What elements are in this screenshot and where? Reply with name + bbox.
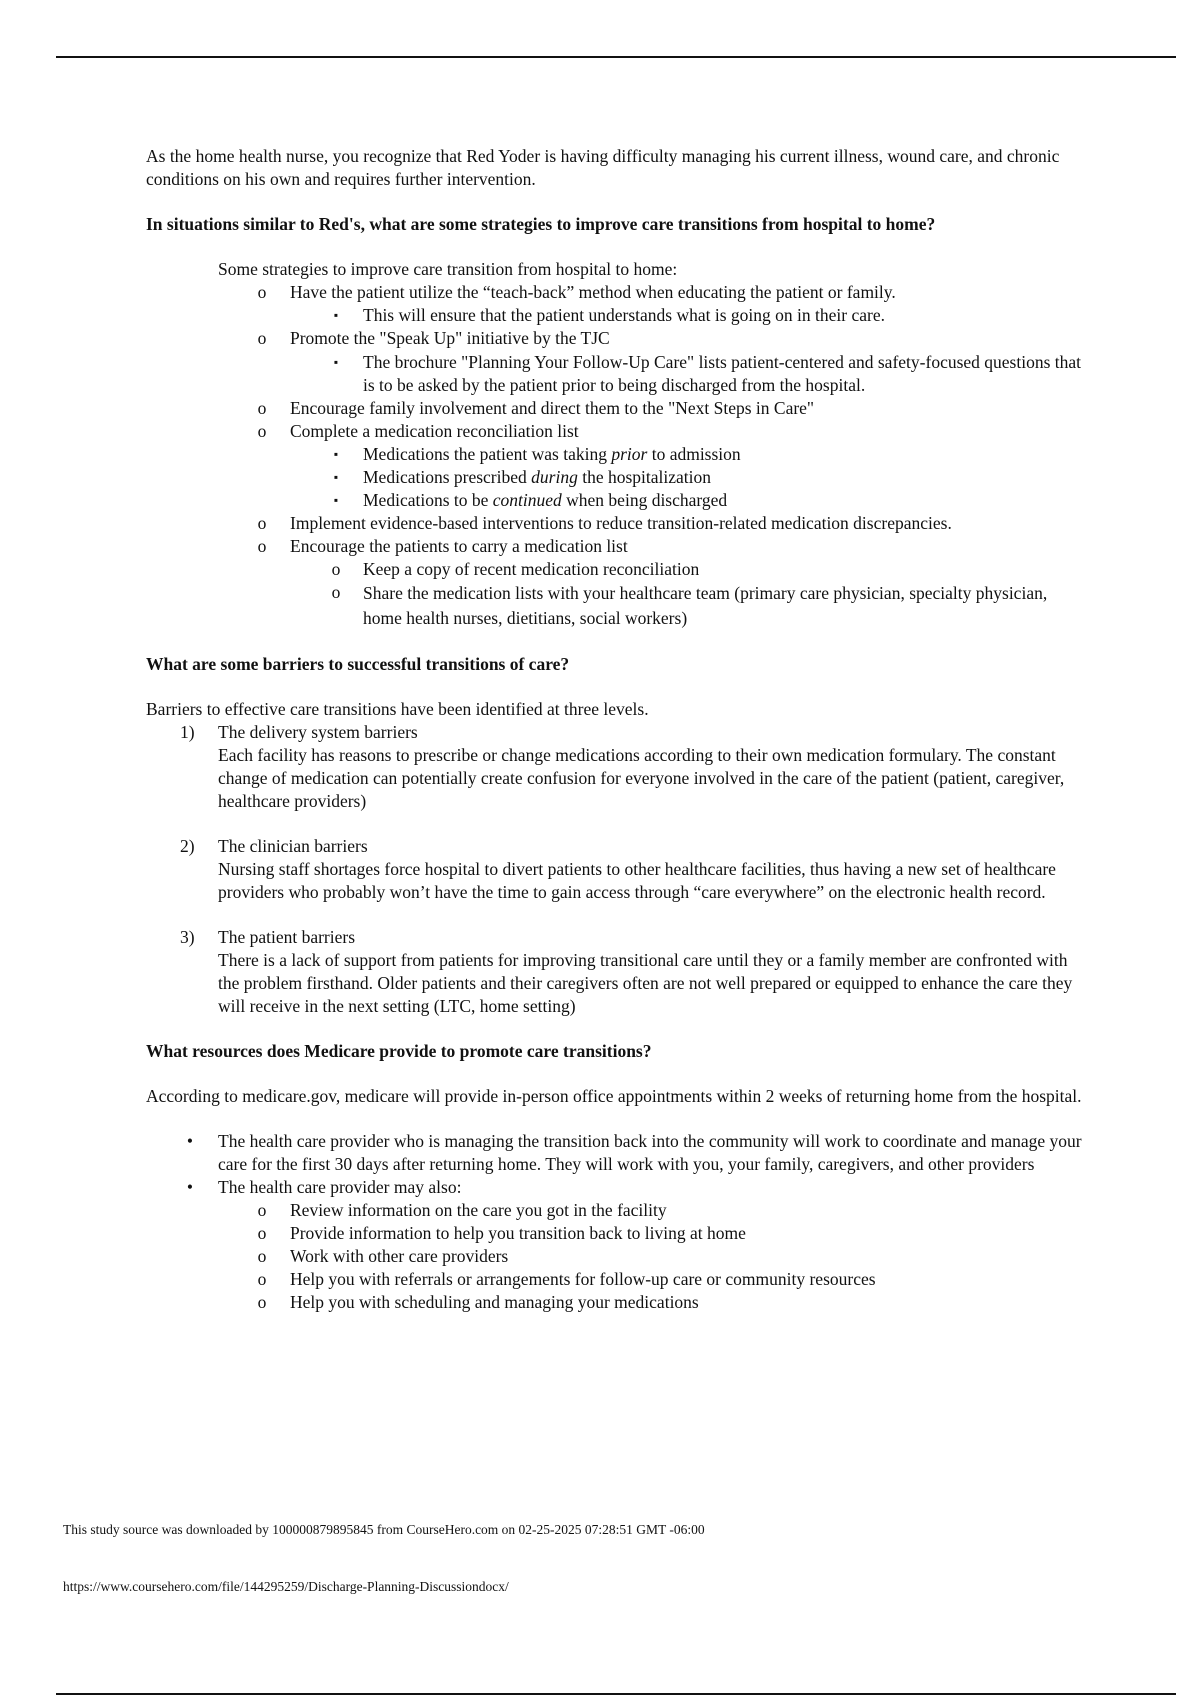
bullet-o: o xyxy=(257,1246,267,1266)
list-item: ▪ Medications to be continued when being discharged xyxy=(146,489,1086,512)
bullet-square: ▪ xyxy=(333,308,339,322)
list-item: o Keep a copy of recent medication reconciliation xyxy=(146,558,1086,581)
question-heading-1: In situations similar to Red's, what are some strategies to improve care transitions from hospital to home? xyxy=(146,214,936,234)
barrier-item: 3) The patient barriers There is a lack of support from patients for improving transitional care until they or a family member are confronted with the problem firsthand. Older patients and their caregivers often are not well prepared or equipped to enhance the care they will receive in the next setting (LTC, home setting) xyxy=(180,927,1073,1016)
bullet-o: o xyxy=(257,421,267,441)
list-item: o Help you with scheduling and managing your medications xyxy=(146,1291,1086,1314)
medicare-lead: According to medicare.gov, medicare will provide in-person office appointments within 2 weeks of returning home from the hospital. xyxy=(146,1086,1082,1106)
list-item: o Provide information to help you transition back to living at home xyxy=(146,1222,1086,1245)
bullet-o: o xyxy=(257,282,267,302)
list-item: o Help you with referrals or arrangements for follow-up care or community resources xyxy=(146,1268,1086,1291)
bullet-dot: • xyxy=(186,1131,194,1151)
bullet-o: o xyxy=(257,536,267,556)
list-item: o Complete a medication reconciliation list xyxy=(146,420,1086,443)
bullet-square: ▪ xyxy=(333,493,339,507)
question-heading-2: What are some barriers to successful transitions of care? xyxy=(146,654,570,674)
bullet-square: ▪ xyxy=(333,470,339,484)
barrier-item: 2) The clinician barriers Nursing staff shortages force hospital to divert patients to other healthcare facilities, thus having a new set of healthcare providers who probably won’t have the time to gain access through “care everywhere” on the electronic health record. xyxy=(180,836,1056,902)
list-item: o Promote the "Speak Up" initiative by the TJC xyxy=(146,327,1086,350)
list-item: ▪ The brochure "Planning Your Follow-Up Care" lists patient-centered and safety-focused questions that is to be asked by the patient prior to being discharged from the hospital. xyxy=(146,351,1086,397)
list-item: o Implement evidence-based interventions to reduce transition-related medication discrepancies. xyxy=(146,512,1086,535)
list-item: o Encourage family involvement and direct them to the "Next Steps in Care" xyxy=(146,397,1086,420)
list-item: o Have the patient utilize the “teach-back” method when educating the patient or family. xyxy=(146,281,1086,304)
intro-paragraph: As the home health nurse, you recognize that Red Yoder is having difficulty managing his current illness, wound care, and chronic conditions on his own and requires further intervention. xyxy=(146,146,1060,189)
bullet-dot: • xyxy=(186,1177,194,1197)
bullet-square: ▪ xyxy=(333,447,339,461)
list-item: ▪ This will ensure that the patient understands what is going on in their care. xyxy=(146,304,1086,327)
list-item: ▪ Medications the patient was taking prior to admission xyxy=(146,443,1086,466)
bullet-o: o xyxy=(257,1269,267,1289)
list-item: • The health care provider who is managing the transition back into the community will work to coordinate and manage your care for the first 30 days after returning home. They will work with you, your family, caregivers, and other providers xyxy=(146,1130,1086,1176)
bullet-o: o xyxy=(331,559,341,579)
list-item: o Review information on the care you got in the facility xyxy=(146,1199,1086,1222)
bottom-rule xyxy=(56,1693,1176,1695)
bullet-o: o xyxy=(257,513,267,533)
barriers-lead: Barriers to effective care transitions have been identified at three levels. xyxy=(146,699,649,719)
bullet-o: o xyxy=(331,582,341,602)
footer-source-url[interactable]: https://www.coursehero.com/file/144295259/Discharge-Planning-Discussiondocx/ xyxy=(63,1579,509,1594)
bullet-o: o xyxy=(257,1200,267,1220)
top-rule xyxy=(56,56,1176,58)
list-item: • The health care provider may also: xyxy=(146,1176,1086,1199)
question-heading-3: What resources does Medicare provide to promote care transitions? xyxy=(146,1041,652,1061)
list-item: ▪ Medications prescribed during the hospitalization xyxy=(146,466,1086,489)
bullet-square: ▪ xyxy=(333,355,339,369)
list-item: o Work with other care providers xyxy=(146,1245,1086,1268)
list-item: o Encourage the patients to carry a medication list xyxy=(146,535,1086,558)
bullet-o: o xyxy=(257,1292,267,1312)
list-item: o Share the medication lists with your healthcare team (primary care physician, specialty physician, home health nurses, dietitians, social workers) xyxy=(146,581,1086,631)
bullet-o: o xyxy=(257,1223,267,1243)
barrier-item: 1) The delivery system barriers Each facility has reasons to prescribe or change medications according to their own medication formulary. The constant change of medication can potentially create confusion for everyone involved in the care of the patient (patient, caregiver, healthcare providers) xyxy=(180,722,1065,811)
footer-download-note: This study source was downloaded by 100000879895845 from CourseHero.com on 02-25-2025 07:28:51 GMT -06:00 xyxy=(63,1522,705,1537)
strategies-lead: Some strategies to improve care transition from hospital to home: xyxy=(218,259,678,279)
bullet-o: o xyxy=(257,328,267,348)
document-body xyxy=(146,145,1086,1314)
bullet-o: o xyxy=(257,398,267,418)
